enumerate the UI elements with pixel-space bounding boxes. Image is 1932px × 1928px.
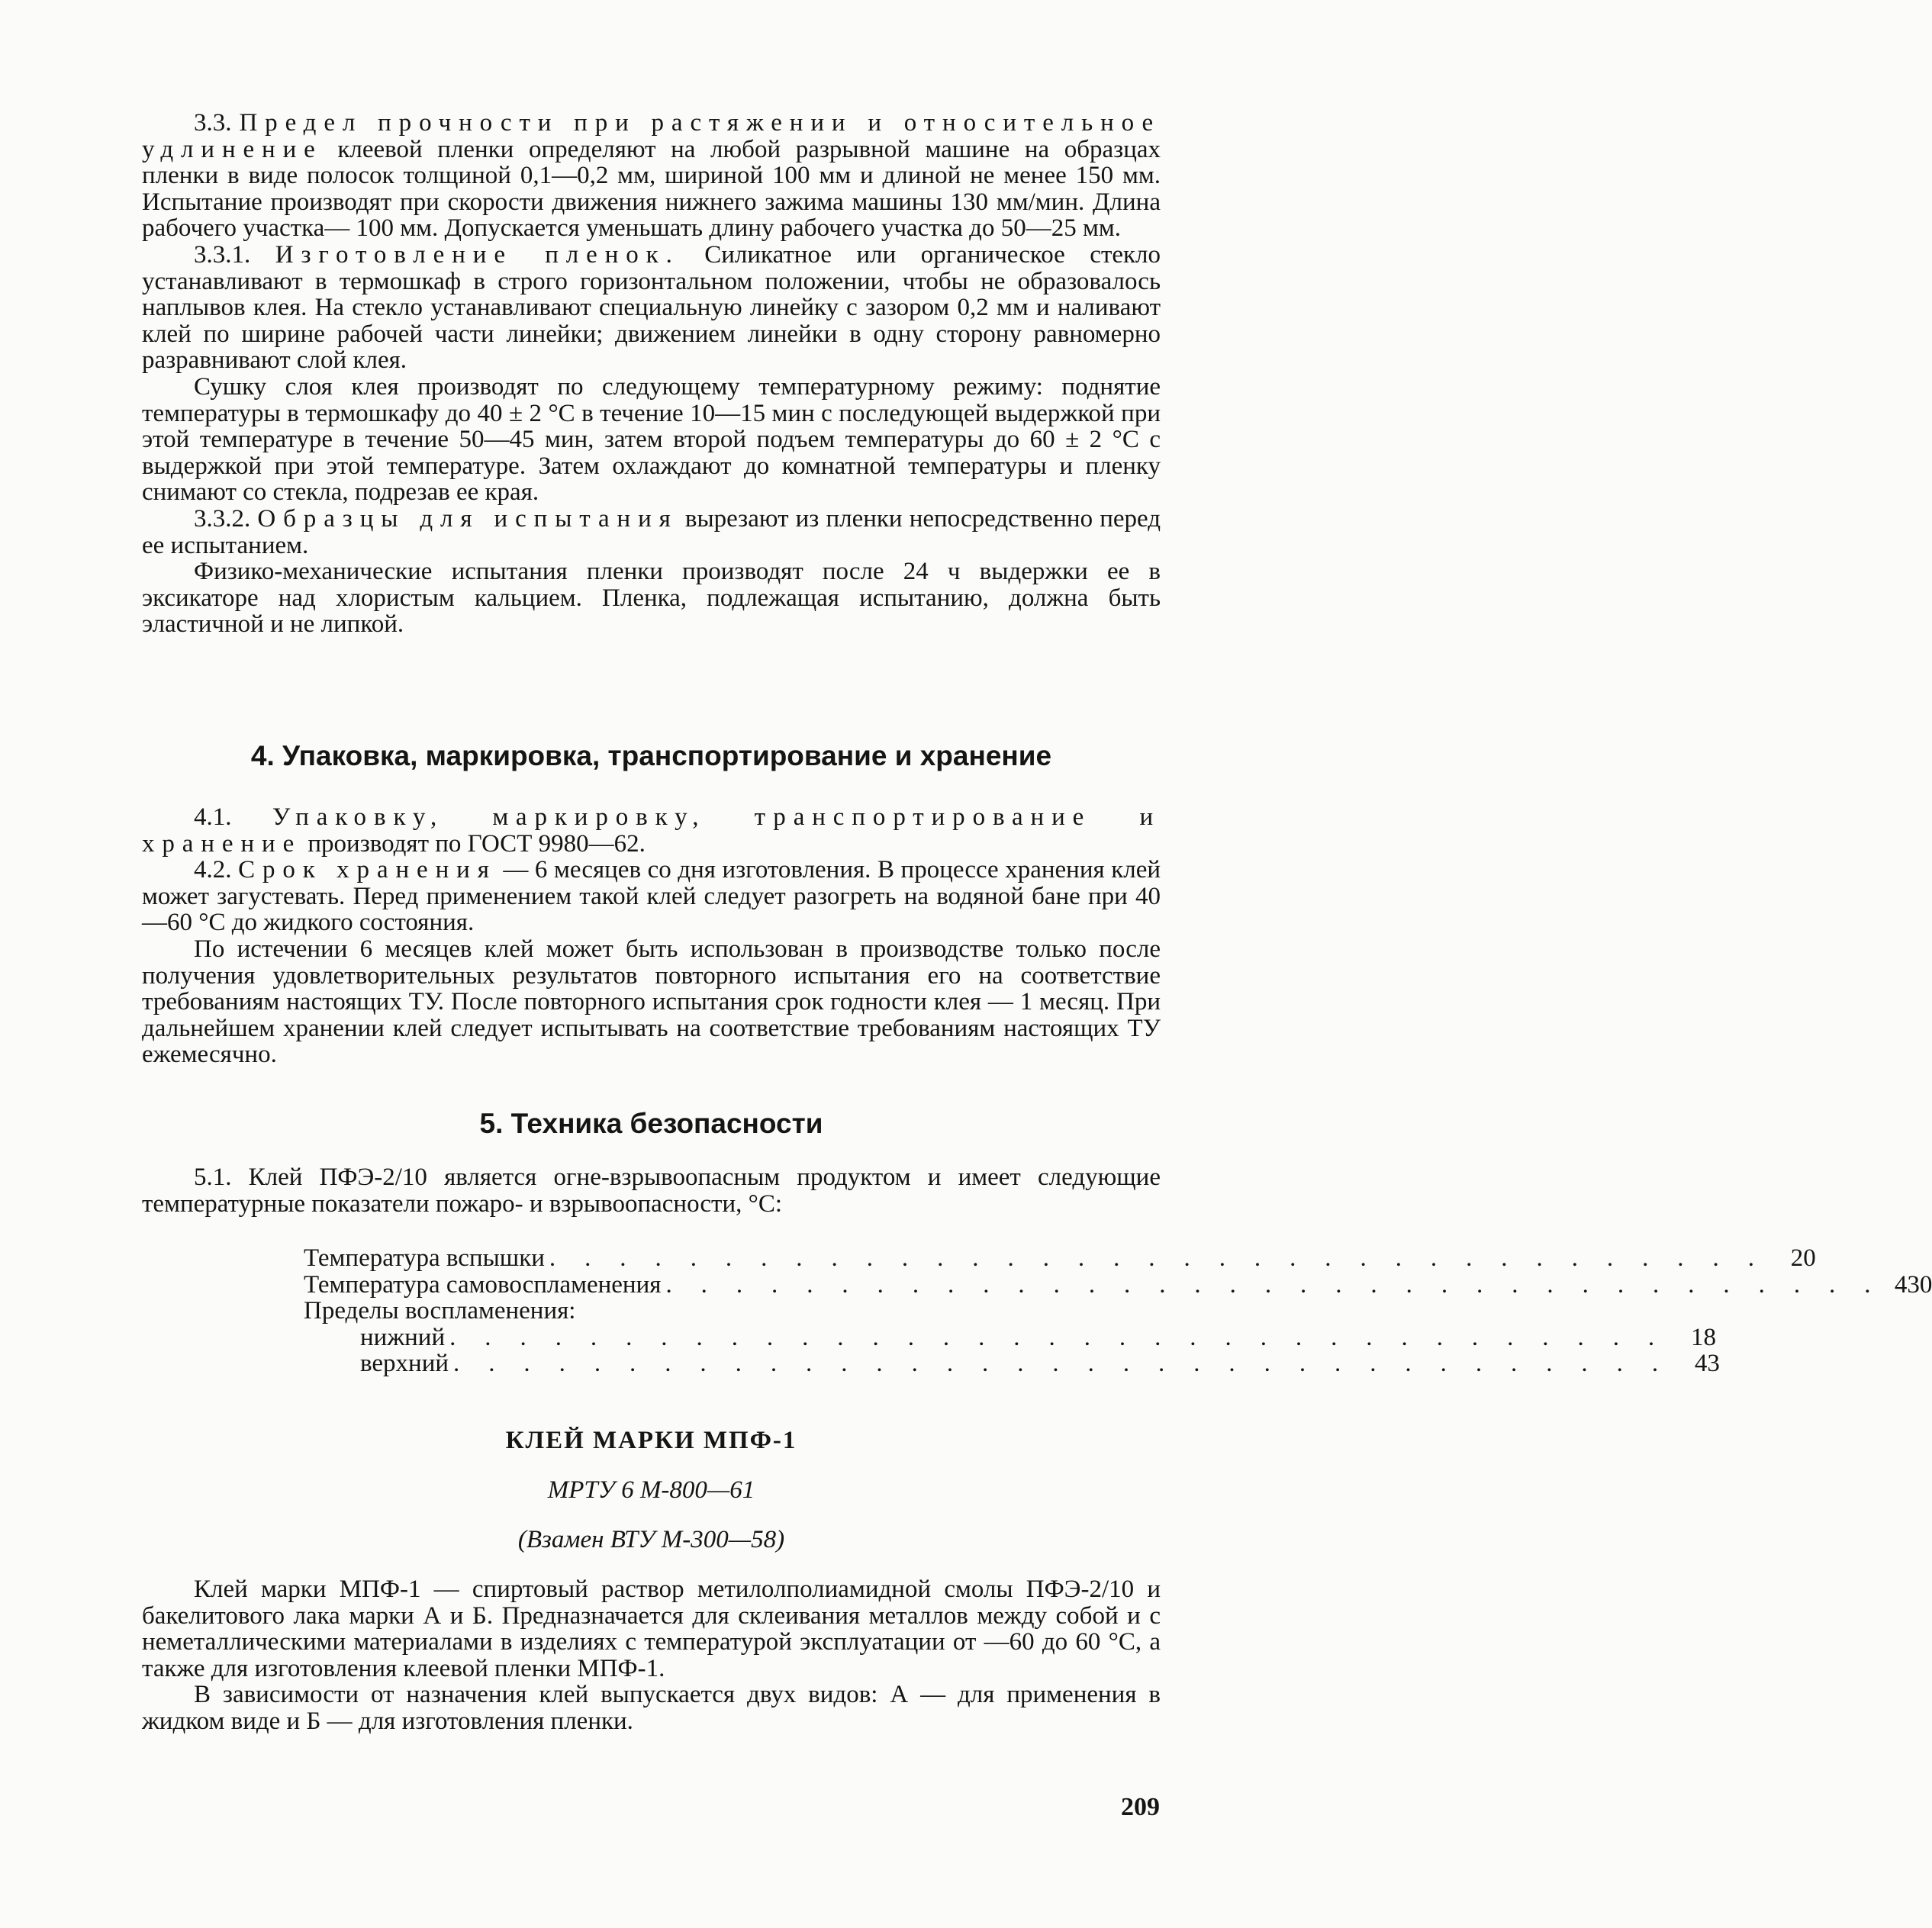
table-row <box>304 1270 1932 1299</box>
spaced-term: Изготовление пленок. <box>275 240 680 269</box>
paragraph-number: 4.1. <box>194 803 232 831</box>
paragraph-number: 3.3.1. <box>194 240 251 269</box>
leader-dots: . . . . . . . . . . . . . . . . . . . . . . . . . . . . . . . . . . . <box>453 1350 1670 1378</box>
upper-limit-value: 43 <box>1694 1350 1720 1378</box>
upper-limit-label: верхний <box>360 1350 449 1378</box>
paragraph-expiry: По истечении 6 месяцев клей может быть использован в производстве только после получения удовлетворительных результатов повторного испытания его на соответствие требованиям настоящих ТУ. После повторного испытания срок годности клея — 1 месяц. При дальнейшем хранении клей следует испытывать на соответствие требованиям настоящих ТУ ежемесячно. <box>142 935 1161 1069</box>
paragraph-text: вырезают из пленки непосредственно перед ее испытанием. <box>142 504 1161 559</box>
spaced-term: Предел прочности при растяжении и относительное удлинение <box>142 109 1161 163</box>
paragraph-3-3-1 <box>142 242 1161 374</box>
leader-dots: . . . . . . . . . . . . . . . . . . . . . . . . . . . . . . . . . . . <box>449 1323 1666 1351</box>
paragraph-number: 3.3. <box>194 109 232 137</box>
section-4-text <box>142 804 1161 1068</box>
section-4-heading: 4. Упаковка, маркировка, транспортирование и хранение <box>250 740 1052 771</box>
table-row <box>304 1244 1816 1272</box>
leader-dots: . . . . . . . . . . . . . . . . . . . . . . . . . . . . . . . . . . . <box>665 1270 1882 1299</box>
autoignition-label: Температура самовоспламенения <box>304 1270 662 1299</box>
paragraph-text: производят по ГОСТ 9980—62. <box>308 829 646 858</box>
table-row <box>304 1298 960 1324</box>
paragraph-number: 3.3.2. <box>194 504 251 533</box>
ignition-limits-label: Пределы воспламенения: <box>304 1297 576 1325</box>
paragraph-3-3 <box>142 110 1161 242</box>
spec-number: МРТУ 6 М-800—61 <box>547 1476 755 1504</box>
glue-title: КЛЕЙ МАРКИ МПФ-1 <box>505 1427 797 1454</box>
paragraph-glue-intro: Клей марки МПФ-1 — спиртовый раствор метилолполиамидной смолы ПФЭ-2/10 и бакелитового лака марки А и Б. Предназначается для склеивания металлов между собой и с неметаллическими материалами в изделиях с температурой эксплуатации от —60 до 60 °С, а также для изготовления клеевой пленки МПФ-1. <box>142 1576 1161 1682</box>
spaced-term: Срок хранения <box>238 856 497 884</box>
spaced-term: Образцы для испытания <box>257 504 678 533</box>
spaced-term: Упаковку, маркировку, транспортирование и хранение <box>142 803 1161 858</box>
flash-point-value: 20 <box>1790 1244 1816 1272</box>
table-row <box>304 1323 1717 1351</box>
fire-hazard-table <box>304 1244 1932 1378</box>
paragraph-text: — 6 месяцев со дня изготовления. В процессе хранения клей может загустевать. Перед применением такой клей следует разогреть на водяной бане при 40—60 °С до жидкого состояния. <box>142 856 1161 937</box>
paragraph-text: клеевой пленки определяют на любой разрывной машине на образцах пленки в виде полосок толщиной 0,1—0,2 мм, шириной 100 мм и длиной не менее 150 мм. Испытание производят при скорости движения нижнего зажима машины 130 мм/мин. Длина рабочего участка— 100 мм. Допускается уменьшать длину рабочего участка до 50—25 мм. <box>142 135 1161 243</box>
paragraph-4-2 <box>142 857 1161 936</box>
page-number: 209 <box>1121 1793 1160 1821</box>
paragraph-4-1 <box>142 804 1161 857</box>
section-5-heading: 5. Техника безопасности <box>479 1108 823 1139</box>
lower-limit-value: 18 <box>1691 1323 1717 1351</box>
paragraph-glue-kinds: В зависимости от назначения клей выпускается двух видов: А — для применения в жидком виде и Б — для изготовления пленки. <box>142 1681 1161 1735</box>
section-5-text <box>142 1164 1161 1217</box>
paragraph-text: Силикатное или органическое стекло устанавливают в термошкаф в строго горизонтальном положении, чтобы не образовалось наплывов клея. На стекло устанавливают специальную линейку с зазором 0,2 мм и наливают клей по ширине рабочей части линейки; движением линейки в одну сторону равномерно разравнивают слой клея. <box>142 240 1161 375</box>
paragraph-physmech: Физико-механические испытания пленки производят после 24 ч выдержки ее в эксикаторе над хлористым кальцием. Пленка, подлежащая испытанию, должна быть эластичной и не липкой. <box>142 558 1161 639</box>
replaces-spec: (Взамен ВТУ М-300—58) <box>517 1526 785 1553</box>
paragraph-drying: Сушку слоя клея производят по следующему температурному режиму: поднятие температуры в термошкафу до 40 ± 2 °С в течение 10—15 мин с последующей выдержкой при этой температуре в течение 50—45 мин, затем второй подъем температуры до 60 ± 2 °С с выдержкой при этой температуре. Затем охлаждают до комнатной температуры и пленку снимают со стекла, подрезав ее края. <box>142 372 1161 507</box>
table-row <box>304 1350 1720 1378</box>
lower-limit-label: нижний <box>360 1323 446 1351</box>
paragraph-5-1: 5.1. Клей ПФЭ-2/10 является огне-взрывоопасным продуктом и имеет следующие температурные показатели пожаро- и взрывоопасности, °С: <box>142 1164 1161 1218</box>
paragraph-3-3-2 <box>142 506 1161 558</box>
glue-description <box>142 1576 1161 1735</box>
paragraph-number: 4.2. <box>194 856 232 884</box>
section-3-text <box>142 110 1161 638</box>
flash-point-label: Температура вспышки <box>304 1244 545 1272</box>
autoignition-value: 430 <box>1894 1270 1932 1299</box>
leader-dots: . . . . . . . . . . . . . . . . . . . . . . . . . . . . . . . . . . . <box>549 1244 1766 1272</box>
